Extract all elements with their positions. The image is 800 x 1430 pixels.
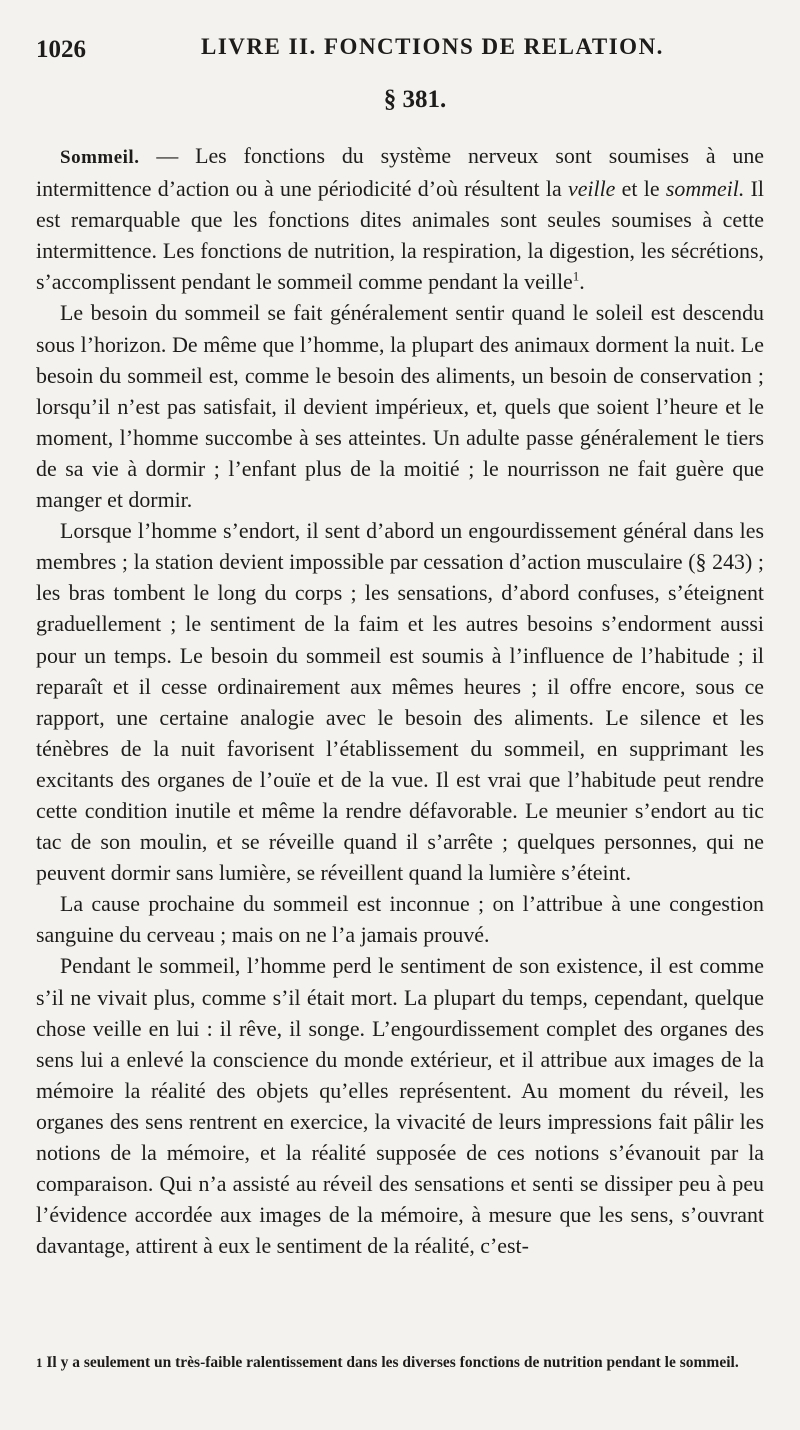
paragraph-1 (36, 140, 764, 297)
paragraph-3: Lorsque l’homme s’endort, il sent d’abord un engourdissement général dans les membres ; la station devient impossible par cessation d’action musculaire (§ 243) ; les bras tombent le long du corps ; les sensations, d’abord confuses, s’éteignent graduellement ; le sentiment de la faim et les autres besoins s’endorment aussi pour un temps. Le besoin du sommeil est soumis à l’influence de l’habitude ; il reparaît et il cesse ordinairement aux mêmes heures ; il offre encore, sous ce rapport, une certaine analogie avec le besoin des aliments. Le silence et les ténèbres de la nuit favorisent l’établissement du sommeil, en supprimant les excitants des organes de l’ouïe et de la vue. Il est vrai que l’habitude peut rendre cette condition inutile et même la rendre défavorable. Le meunier s’endort au tic tac de son moulin, et se réveille quand il s’arrête ; quelques personnes, qui ne peuvent dormir sans lumière, se réveillent quand la lumière s’éteint. (36, 518, 764, 886)
footnote-text: Il y a seulement un très-faible ralentissement dans les diverses fonctions de nutrition pendant le sommeil. (42, 1354, 739, 1371)
paragraph-2: Le besoin du sommeil se fait généralement sentir quand le soleil est descendu sous l’horizon. De même que l’homme, la plupart des animaux dorment la nuit. Le besoin du sommeil est, comme le besoin des aliments, un besoin de conservation ; lorsqu’il n’est pas satisfait, il devient impérieux, et, quels que soient l’heure et le moment, l’homme succombe à ses atteintes. Un adulte passe généralement le tiers de sa vie à dormir ; l’enfant plus de la moitié ; le nourrisson ne fait guère que manger et dormir. (36, 300, 764, 513)
body-text (36, 140, 764, 1261)
footnote-mark: 1 (36, 1355, 43, 1370)
section-number: § 381. (383, 86, 447, 113)
page-number: 1026 (36, 36, 86, 63)
running-title: LIVRE II. FONCTIONS DE RELATION. (201, 34, 664, 59)
paragraph-4: La cause prochaine du sommeil est inconnue ; on l’attribue à une congestion sanguine du cerveau ; mais on ne l’a jamais prouvé. (36, 891, 764, 948)
running-head (36, 32, 764, 68)
paragraph-lead: Sommeil. (60, 147, 140, 168)
paragraph-5: Pendant le sommeil, l’homme perd le sentiment de son existence, il est comme s’il ne vivait plus, comme s’il était mort. La plupart du temps, cependant, quelque chose veille en lui : il rêve, il songe. L’engourdissement complet des organes des sens lui a enlevé la conscience du monde extérieur, et il attribue aux images de la mémoire la réalité des objets qu’elles représentent. Au moment du réveil, les organes des sens rentrent en exercice, la vivacité de leurs impressions fait pâlir les notions de la mémoire, et la réalité supposée de ces notions s’évanouit par la comparaison. Qui n’a assisté au réveil des sensations et senti se dissiper peu à peu l’évidence accordée aux images de la mémoire, à mesure que les sens, s’ouvrant davantage, attirent à eux le sentiment de la réalité, c’est- (36, 953, 764, 1259)
footnote-reference[interactable]: 1 (572, 269, 580, 285)
emphasis-veille: veille (567, 176, 616, 202)
paragraph-text: . (579, 269, 585, 295)
footnote (36, 1352, 766, 1374)
paragraph-text: Il est remarquable que les fonctions dites animales sont seules soumises à cette intermittence. Les fonctions de nutrition, la respiration, la digestion, les sécrétions, s’accomplissent pendant le sommeil comme pendant la veille (36, 176, 764, 295)
emphasis-sommeil: sommeil. (665, 176, 745, 202)
paragraph-text: — Les fonctions du système nerveux sont soumises à une intermittence d’action ou à une périodicité d’où résultent la (36, 143, 764, 202)
paragraph-text: et le (615, 176, 666, 202)
